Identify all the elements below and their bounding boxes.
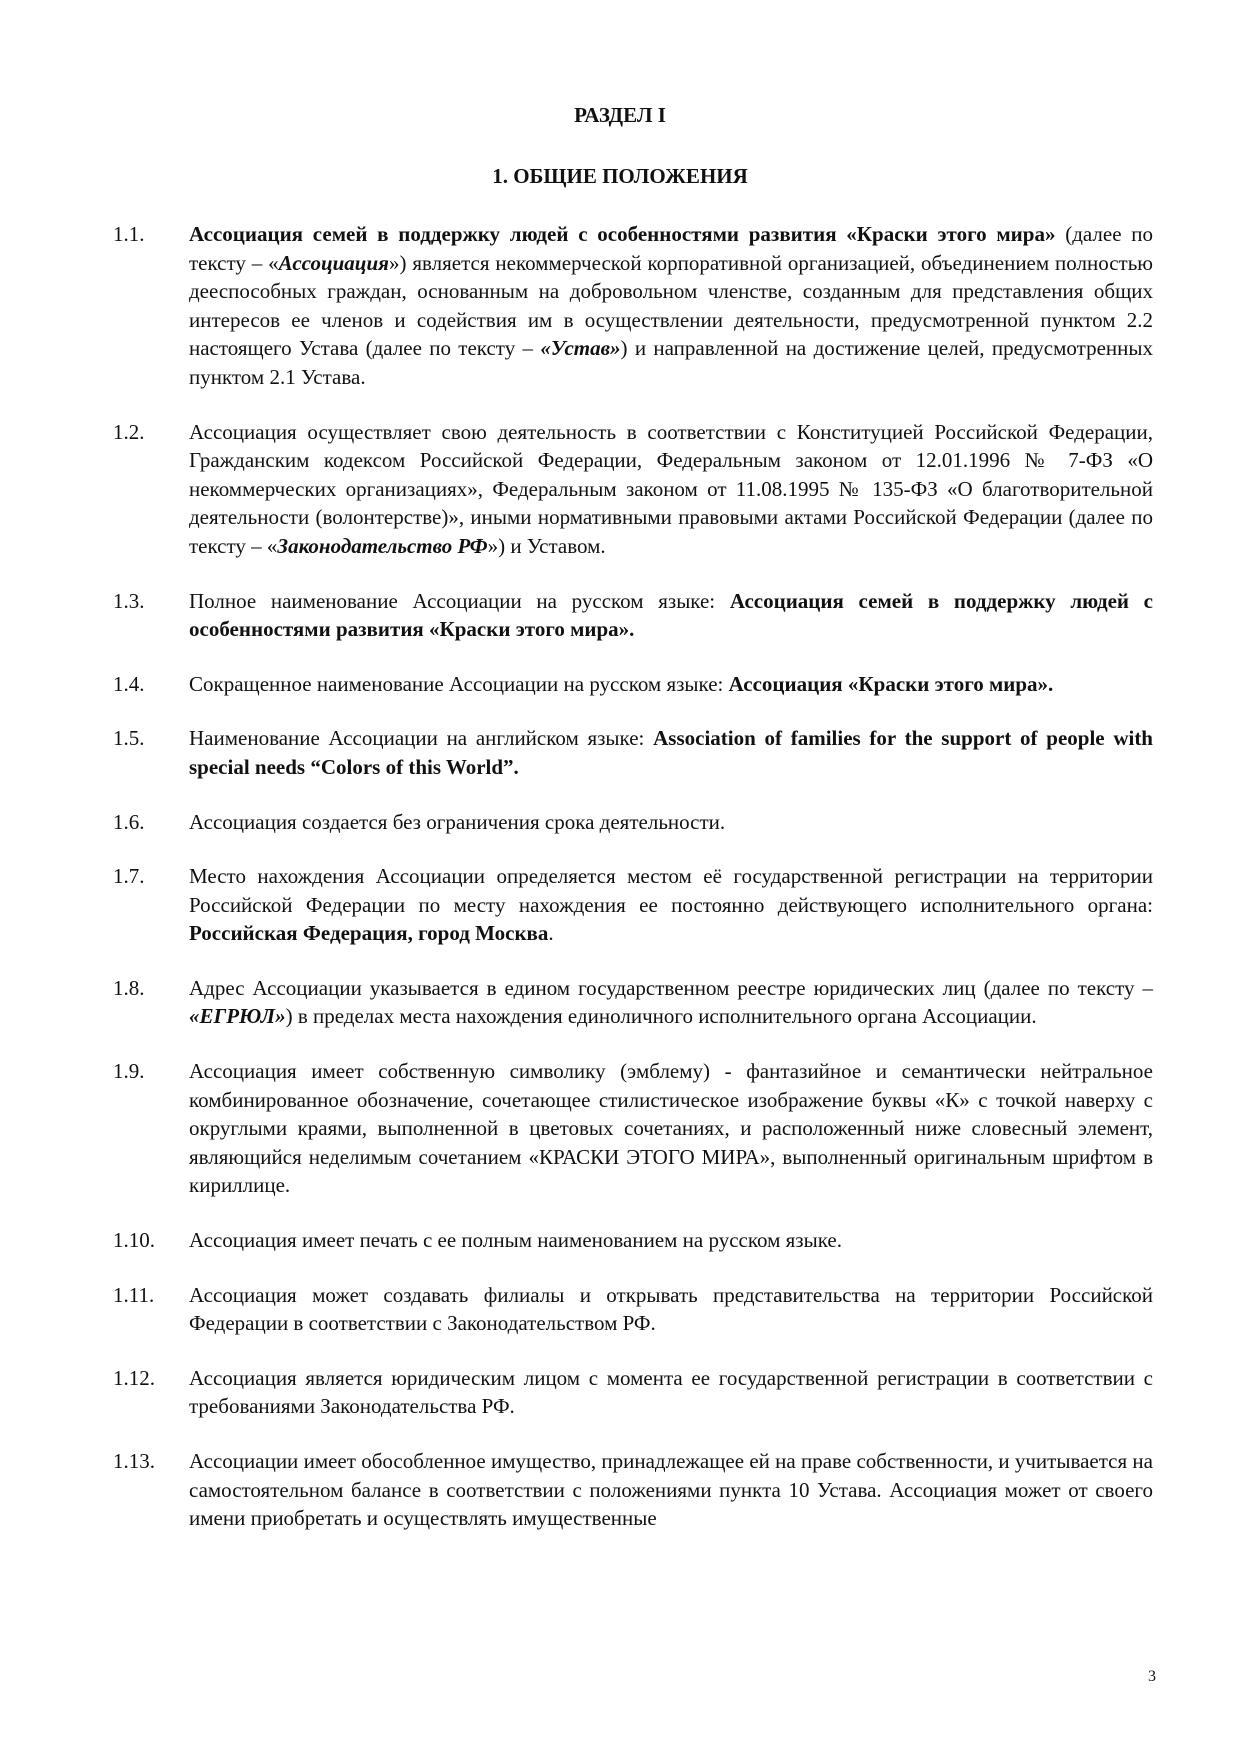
clause-text-run: ») является некоммерческой корпоративной организацией, объединением полностью дееспособных граждан, основанным на добровольном членстве, созданным для представления общих интересов ее членов и содействия им в осуществлении деятельности, предусмотренной пунктом 2.2 настоящего Устава (далее по тексту – <box>189 250 1153 361</box>
clause-text-run: Наименование Ассоциации на английском языке: <box>189 726 654 751</box>
clause-text-run: Адрес Ассоциации указывается в едином государственном реестре юридических лиц (далее по тексту – <box>189 975 1153 1000</box>
clause-text <box>189 724 1153 781</box>
clause-text <box>189 1057 1153 1200</box>
clause-number: 1.9. <box>113 1059 145 1084</box>
clause-item <box>113 418 1153 561</box>
clause-item <box>113 1364 1153 1421</box>
clause-number: 1.12. <box>113 1365 155 1390</box>
clause-item <box>113 587 1153 644</box>
clause-text-run: Полное наименование Ассоциации на русском языке: <box>189 588 730 613</box>
clause-text <box>189 670 1153 699</box>
clause-text <box>189 1281 1153 1338</box>
clause-item <box>113 670 1153 699</box>
clause-number: 1.4. <box>113 671 145 696</box>
clause-item <box>113 974 1153 1031</box>
emphasized-text: Российская Федерация, город Москва <box>189 921 549 946</box>
clause-item <box>113 220 1153 392</box>
clause-item <box>113 1447 1153 1533</box>
section-heading: РАЗДЕЛ I <box>574 103 666 127</box>
clause-item <box>113 808 1153 837</box>
clause-item <box>113 1226 1153 1255</box>
clause-text <box>189 418 1153 561</box>
clause-number: 1.1. <box>113 222 145 246</box>
clause-number: 1.7. <box>113 864 145 889</box>
clause-text-run: (далее по тексту – « <box>189 222 1153 275</box>
clause-number: 1.13. <box>113 1449 155 1473</box>
clause-number: 1.8. <box>113 975 145 1000</box>
clause-text <box>189 1447 1153 1533</box>
clause-text <box>189 862 1153 948</box>
clause-number: 1.3. <box>113 588 145 613</box>
clause-text-run: Ассоциация имеет печать с ее полным наименованием на русском языке. <box>189 1228 842 1253</box>
clause-text-run: Ассоциация может создавать филиалы и открывать представительства на территории Российской Федерации в соответствии с Законодательством РФ. <box>189 1282 1153 1336</box>
clause-text-run: Ассоциация имеет собственную символику (эмблему) - фантазийное и семантически нейтральное комбинированное обозначение, сочетающее стилистическое изображение буквы «К» с точкой наверху с округлыми краями, выполненной в цветовых сочетаниях, и расположенный ниже словесный элемент, являющийся неделимым сочетанием «КРАСКИ ЭТОГО МИРА», выполненный оригинальным шрифтом в кириллице. <box>189 1059 1153 1198</box>
emphasized-text: Ассоциация семей в поддержку людей с особенностями развития «Краски этого мира» <box>189 222 1056 246</box>
emphasized-text: Ассоциация <box>278 250 389 275</box>
clause-text-run: Ассоциация создается без ограничения срока деятельности. <box>189 809 726 834</box>
clause-text-run: ) и направленной на достижение целей, предусмотренных пунктом 2.1 Устава. <box>189 336 1153 389</box>
clause-text-run: ») и Уставом. <box>487 533 606 558</box>
clause-number: 1.5. <box>113 726 145 751</box>
clause-text <box>189 974 1153 1031</box>
clause-text-run: Ассоциации имеет обособленное имущество, принадлежащее ей на праве собственности, и учитывается на самостоятельном балансе в соответствии с положениями пункта 10 Устава. Ассоциация может от своего имени приобретать и осуществлять имущественные <box>189 1449 1153 1531</box>
clause-item <box>113 1057 1153 1200</box>
emphasized-text: Ассоциация «Краски этого мира». <box>728 671 1054 696</box>
chapter-heading: 1. ОБЩИЕ ПОЛОЖЕНИЯ <box>492 164 748 188</box>
emphasized-text: Ассоциация семей в поддержку людей с особенностями развития «Краски этого мира». <box>189 588 1154 642</box>
clause-text-run: . <box>548 921 554 946</box>
clause-text <box>189 220 1153 392</box>
clause-text-run: Сокращенное наименование Ассоциации на русском языке: <box>189 671 729 696</box>
clause-text <box>189 1226 1153 1255</box>
page-number: 3 <box>1148 1668 1156 1685</box>
clause-text-run: Место нахождения Ассоциации определяется местом её государственной регистрации на территории Российской Федерации по месту нахождения ее постоянно действующего исполнительного органа: <box>189 864 1153 917</box>
clause-number: 1.6. <box>113 809 145 834</box>
clause-text <box>189 587 1153 644</box>
emphasized-text: Законодательство РФ <box>277 533 488 558</box>
clause-text <box>189 1364 1153 1421</box>
clause-item <box>113 724 1153 781</box>
clause-text-run: Ассоциация является юридическим лицом с момента ее государственной регистрации в соответствии с требованиями Законодательства РФ. <box>189 1365 1153 1419</box>
clause-text-run: Ассоциация осуществляет свою деятельность в соответствии с Конституцией Российской Федерации, Гражданским кодексом Российской Федерации, Федеральным законом от 12.01.1996 № 7-ФЗ «О некоммерческих организациях», Федеральным законом от 11.08.1995 № 135-ФЗ «О благотворительной деятельности (волонтерстве)», иными нормативными правовыми актами Российской Федерации (далее по тексту – « <box>189 419 1153 558</box>
clause-number: 1.11. <box>113 1282 155 1307</box>
emphasized-text: «ЕГРЮЛ» <box>189 1004 286 1029</box>
clause-item <box>113 862 1153 948</box>
emphasized-text: Association of families for the support of people with special needs “Colors of this World”. <box>189 726 1153 779</box>
clause-text <box>189 808 1153 837</box>
clause-item <box>113 1281 1153 1338</box>
clause-number: 1.10. <box>113 1228 155 1253</box>
clause-text-run: ) в пределах места нахождения единоличного исполнительного органа Ассоциации. <box>285 1004 1037 1029</box>
emphasized-text: «Устав» <box>540 336 621 361</box>
clause-list <box>113 220 1153 1559</box>
clause-number: 1.2. <box>113 419 145 444</box>
